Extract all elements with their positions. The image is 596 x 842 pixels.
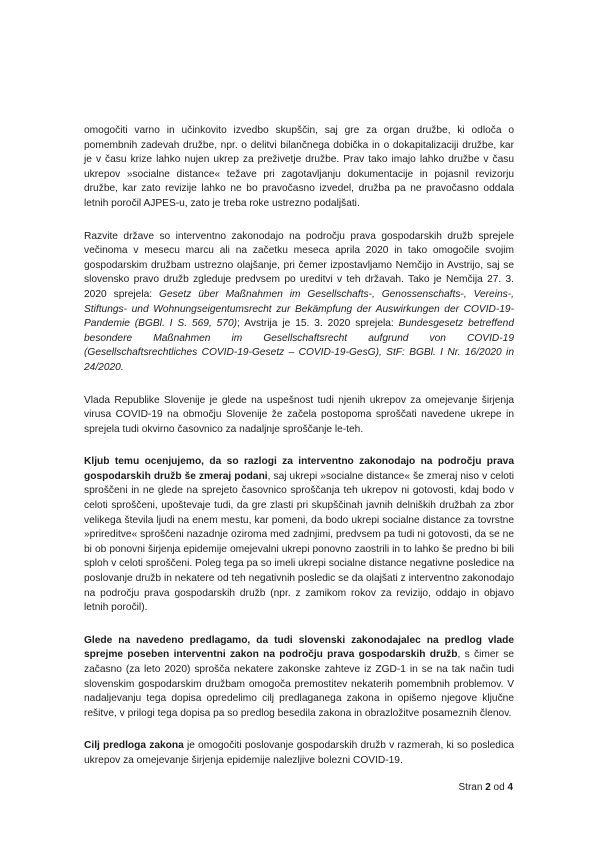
austrian-act-title: Bundesgesetz betreffend besondere Maßnahmen im Gesellschaftsrecht aufgrund von COVID-19 (Gesellschaftsrechtliches COVID-19-Gesetz – COVID-19-GesG), StF: BGBl. I Nr. 16/2020 in 24/2020.	[84, 318, 515, 373]
proposal-emphasis: Glede na navedeno predlagamo, da tudi slovenski zakonodajalec na predlog vlade sprejme poseben interventni zakon na področju prava gospodarskih družb	[84, 634, 514, 661]
current-page: 2	[485, 782, 491, 793]
paragraph-goal: Cilj predloga zakona je omogočiti poslovanje gospodarskih družb v razmerah, ki so posledica ukrepov za omejevanje širjenja epidemije nalezljive bolezni COVID-19.	[84, 740, 514, 766]
assessment-emphasis: Kljub temu ocenjujemo, da so razlogi za interventno zakonodajo na področju prava gospodarskih družb še zmeraj podani	[84, 456, 514, 482]
document-body	[84, 124, 514, 769]
paragraph-government-measures: Vlada Republike Slovenije je glede na uspešnost tudi njenih ukrepov za omejevanje širjenja virusa COVID-19 na območju Slovenije že začela postopoma sproščati navedene ukrepe in sprejela tudi okvirno časovnico za nadaljnje sproščanje le-teh.	[84, 394, 514, 435]
total-pages: 4	[507, 782, 513, 793]
german-act-title: Gesetz über Maßnahmen im Gesellschafts-, Genossenschafts-, Vereins-, Stiftungs- und Wohnungseigentumsrecht zur Bekämpfung der Auswirkungen der COVID-19-Pandemie (BGBl. I S. 569, 570)	[84, 288, 514, 330]
paragraph-proposal: Glede na navedeno predlagamo, da tudi slovenski zakonodajalec na predlog vlade sprejme poseben interventni zakon na področju prava gospodarskih družb, s čimer se začasno (za leto 2020) sprošča nekatere zakonske zahteve iz ZGD-1 in se na tak način tudi slovenskim gospodarskim družbam omogoča premostitev nekaterih pomembnih problemov. V nadaljevanju tega dopisa opredelimo cilj predlaganega zakona in opišemo njegove ključne rešitve, v prilogi tega dopisa pa so predlog besedila zakona in obrazložitve posameznih členov.	[84, 634, 514, 719]
page-number: Stran 2 od 4	[458, 782, 513, 793]
paragraph-assessment: Kljub temu ocenjujemo, da so razlogi za interventno zakonodajo na področju prava gospodarskih družb še zmeraj podani, saj ukrepi »socialne distance« še zmeraj niso v celoti sproščeni in ne glede na sprejeto časovnico sproščanja teh ukrepov ni gotovosti, kdaj bodo v celoti sproščeni, upoštevaje tudi, da gre zlasti pri skupščinah javnih delniških družbah za zbor velikega števila ljudi na enem mestu, kar pomeni, da bodo ukrepi socialne distance za tovrstne »prireditve« sproščeni nazadnje oziroma med zadnjimi, predvsem pa tudi ni gotovosti, da se ne bi ob ponovni širjenja epidemije omejevalni ukrepi ponovno zaostrili in to lahko še predno bi bili sploh v celoti sproščeni. Poleg tega pa so imeli ukrepi socialne distance negativne posledice na poslovanje družb in nekatere od teh negativnih posledic se da olajšati z interventno zakonodajo na področju prava gospodarskih družb (npr. z zamikom rokov za revizijo, oddajo in objavo letnih poročil).	[84, 456, 514, 614]
paragraph-shareholder-meetings: omogočiti varno in učinkovito izvedbo skupščin, saj gre za organ družbe, ki odloča o pomembnih zadevah družbe, npr. o delitvi bilančnega dobička in o dokapitalizaciji družbe, kar je v času krize lahko nujen ukrep za preživetje družbe. Prav tako imajo lahko družbe v času ukrepov »socialne distance« težave pri zagotavljanju dokumentacije in pojasnil revizorju družbe, kar zato revizije lahko ne bo pravočasno izvedel, družba pa ne pravočasno oddala letnih poročil AJPES-u, zato je treba roke ustrezno podaljšati.	[84, 125, 514, 209]
paragraph-foreign-legislation: Razvite države so interventno zakonodajo na področju prava gospodarskih družb sprejele večinoma v mesecu marcu ali na začetku meseca aprila 2020 in tako omogočile svojim gospodarskim družbam ustrezno olajšanje, pri čemer izpostavljamo Nemčijo in Avstrijo, saj se slovensko pravo družb zgleduje predvsem po ureditvi v teh državah. Tako je Nemčija 27. 3. 2020 sprejela: Gesetz über Maßnahmen im Gesellschafts-, Genossenschafts-, Vereins-, Stiftungs- und Wohnungseigentumsrecht zur Bekämpfung der Auswirkungen der COVID-19-Pandemie (BGBl. I S. 569, 570); Avstrija je 15. 3. 2020 sprejela: Bundesgesetz betreffend besondere Maßnahmen im Gesellschaftsrecht aufgrund von COVID-19 (Gesellschaftsrechtliches COVID-19-Gesetz – COVID-19-GesG), StF: BGBl. I Nr. 16/2020 in 24/2020.	[84, 230, 515, 373]
goal-emphasis: Cilj predloga zakona	[84, 740, 184, 752]
